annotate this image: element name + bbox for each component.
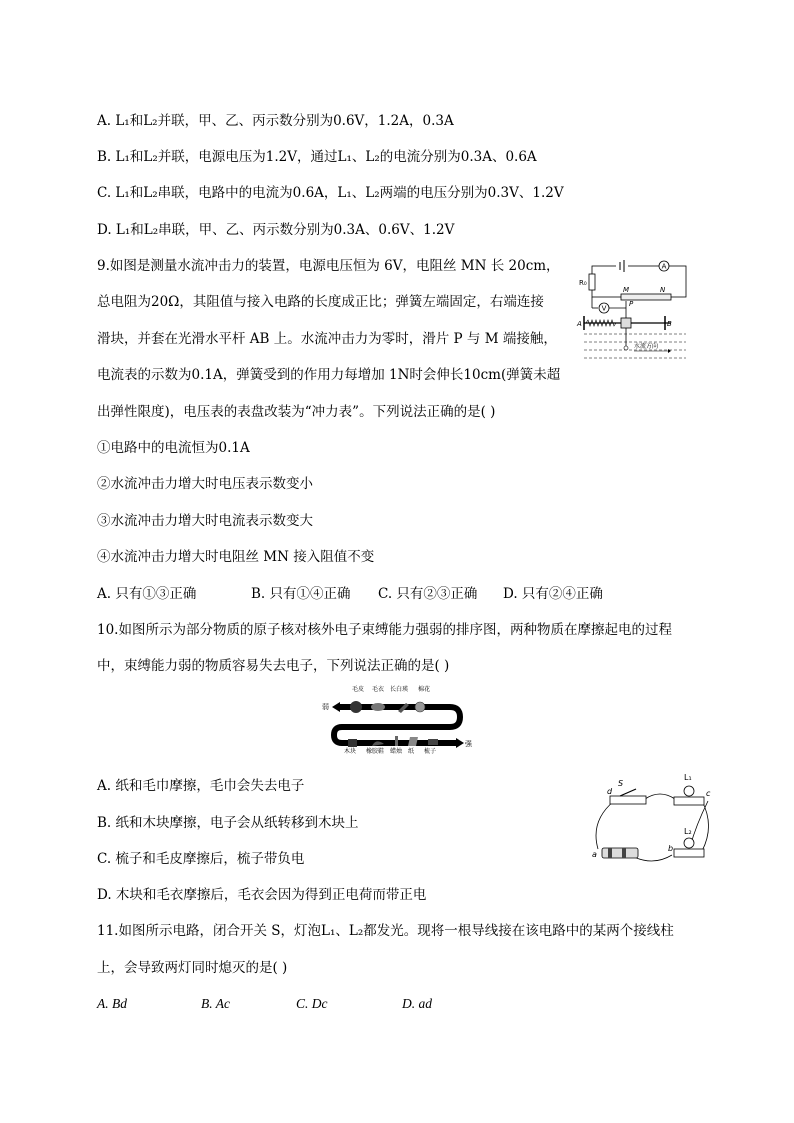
terminal-d-label: d [607, 787, 613, 796]
top-label-3: 长白瑛 [390, 686, 409, 693]
strong-label: 强 [465, 740, 472, 748]
weak-label: 弱 [322, 703, 329, 711]
slider-block [621, 318, 631, 328]
q11-stem-line-1: 11.如图所示电路，闭合开关 S，灯泡L₁、L₂都发光。现将一根导线接在该电路中的某两个接线柱 [97, 923, 674, 939]
q9-stem-line-3: 滑块，并套在光滑水平杆 AB 上。水流冲击力为零时，滑片 P 与 M 端接触， [97, 331, 557, 347]
q11-circuit-diagram [590, 771, 716, 867]
lamp-l1-bulb [684, 786, 694, 796]
bottom-label-3: 蜡烛 [390, 748, 403, 755]
q9-option-d: D. 只有②④正确 [503, 586, 603, 602]
q9-option-a: A. 只有①③正确 [97, 586, 197, 602]
q9-stem-line-1: 9.如图是测量水流冲击力的装置，电源电压恒为 6V，电阻丝 MN 长 20cm， [97, 258, 560, 274]
q9-stem-line-4: 电流表的示数为0.1A，弹簧受到的作用力每增加 1N时会伸长10cm(弹簧未超 [97, 367, 561, 383]
q11-option-d: D. ad [402, 996, 432, 1011]
terminal-a-label: a [592, 850, 597, 859]
battery [602, 848, 638, 858]
label-n: N [660, 286, 666, 294]
q10-option-c: C. 梳子和毛皮摩擦后，梳子带负电 [97, 851, 305, 867]
label-b: B [667, 320, 672, 328]
top-label-1: 毛皮 [352, 686, 365, 693]
q8-option-b: B. L₁和L₂并联，电源电压为1.2V，通过L₁、L₂的电流分别为0.3A、0.6A [97, 149, 537, 165]
ammeter-label: A [661, 262, 667, 271]
top-label-2: 毛衣 [372, 686, 385, 693]
lamp-l1-base [674, 797, 704, 805]
q9-option-b: B. 只有①④正确 [251, 586, 351, 602]
top-label-4: 棉花 [418, 686, 431, 693]
flow-direction-label: 水流方向 [634, 343, 659, 350]
lamp-l1-label: L₁ [684, 773, 692, 782]
q8-option-d: D. L₁和L₂串联，甲、乙、丙示数分别为0.3A、0.6V、1.2V [97, 222, 455, 238]
q10-sequence-diagram [320, 683, 472, 755]
q9-option-c: C. 只有②③正确 [378, 586, 478, 602]
label-a: A [577, 320, 582, 328]
terminal-b-label: b [668, 844, 674, 853]
bottom-label-2: 橡胶鞋 [366, 748, 385, 755]
q11-option-c: C. Dc [296, 996, 328, 1011]
q9-statement-4: ④水流冲击力增大时电阻丝 MN 接入阻值不变 [97, 549, 375, 565]
q11-option-a: A. Bd [97, 996, 127, 1011]
bottom-label-1: 木块 [344, 748, 357, 755]
lamp-l2-base [674, 849, 704, 857]
q9-statement-1: ①电路中的电流恒为0.1A [97, 440, 250, 456]
switch-lever [620, 789, 636, 796]
terminal-c-label: c [706, 789, 711, 798]
q11-option-b: B. Ac [201, 996, 230, 1011]
label-m: M [623, 286, 630, 294]
q10-option-d: D. 木块和毛衣摩擦后，毛衣会因为得到正电荷而带正电 [97, 887, 427, 903]
bottom-label-5: 梳子 [424, 748, 437, 755]
q9-statement-2: ②水流冲击力增大时电压表示数变小 [97, 476, 313, 492]
q10-stem-line-1: 10.如图所示为部分物质的原子核对核外电子束缚能力强弱的排序图，两种物质在摩擦起电的过程 [97, 622, 672, 638]
q8-option-c: C. L₁和L₂串联，电路中的电流为0.6A，L₁、L₂两端的电压分别为0.3V、1.2V [97, 185, 564, 201]
lamp-l2-bulb [684, 838, 694, 848]
q11-stem-line-2: 上，会导致两灯同时熄灭的是( ) [97, 960, 288, 976]
q10-option-b: B. 纸和木块摩擦，电子会从纸转移到木块上 [97, 815, 359, 831]
q8-option-a: A. L₁和L₂并联，甲、乙、丙示数分别为0.6V，1.2A，0.3A [97, 113, 454, 129]
r0-resistor [589, 274, 595, 290]
voltmeter-label: V [601, 304, 607, 313]
r0-label: R₀ [579, 279, 587, 287]
lamp-l2-label: L₂ [684, 827, 692, 836]
q9-statement-3: ③水流冲击力增大时电流表示数变大 [97, 513, 313, 529]
q10-stem-line-2: 中，束缚能力弱的物质容易失去电子，下列说法正确的是( ) [97, 658, 450, 674]
bottom-label-4: 纸 [408, 748, 415, 755]
q10-option-a: A. 纸和毛巾摩擦，毛巾会失去电子 [97, 778, 305, 794]
switch-base [610, 796, 646, 804]
label-p: P [629, 300, 634, 308]
q9-stem-line-5: 出弹性限度)，电压表的表盘改装为“冲力表”。下列说法正确的是( ) [97, 404, 496, 420]
q9-stem-line-2: 总电阻为20Ω，其阻值与接入电路的长度成正比；弹簧左端固定，右端连接 [97, 294, 544, 310]
q9-circuit-diagram [576, 258, 688, 366]
switch-label: S [618, 779, 624, 788]
